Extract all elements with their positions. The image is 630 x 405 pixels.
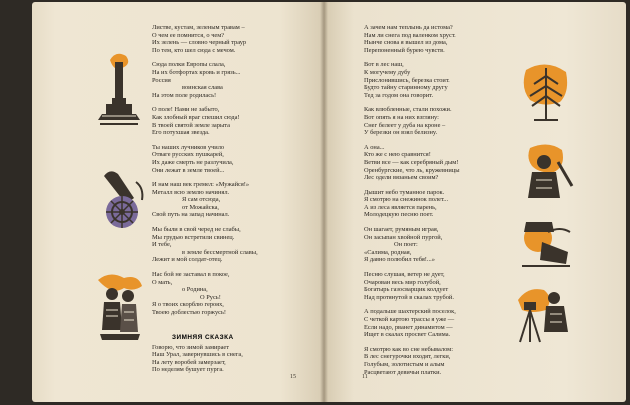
poem-stanza — [364, 24, 460, 54]
poem-line: Свой путь на запад начинал. — [152, 211, 230, 219]
poem-line: Я смотрю на снежинок полет... — [364, 196, 449, 204]
book-gutter — [320, 2, 328, 402]
poem-line: Россия — [152, 76, 171, 84]
poem-line: Богатырь газосварщик колдует — [364, 286, 449, 294]
poem-line: На этом поле родилась! — [152, 91, 217, 99]
poem-line: Я о твоих скорблю героях, — [152, 301, 224, 309]
poem-line: от Можайска, — [182, 203, 220, 211]
left-page-number: 15 — [290, 374, 296, 380]
poem-stanza — [364, 144, 460, 182]
poem-stanza — [364, 61, 460, 99]
poem-line: Дышит небо туманное парок. — [364, 188, 445, 196]
poem-line: И тебе, — [152, 241, 172, 249]
obelisk-monument-illustration — [96, 50, 142, 130]
poem-stanza — [152, 24, 258, 54]
poem-line: «Салима, родная, — [364, 248, 412, 256]
poem-line: Отваге русских пушкарей, — [152, 151, 224, 159]
poem-line: Как злобный враг спешил сюда! — [152, 113, 240, 121]
poem-line: Ты наших лучников учило — [152, 143, 225, 151]
poem-stanza — [364, 271, 460, 301]
poem-line: А зачем нам теплынь да истома? — [364, 24, 453, 31]
poem-line: А она... — [364, 143, 385, 151]
book-spread — [6, 0, 626, 405]
poem-line: Он поет: — [394, 241, 418, 249]
poem-stanza — [152, 106, 258, 136]
right-poem-column — [364, 24, 460, 383]
right-page — [324, 2, 626, 402]
soldiers-illustration — [94, 270, 146, 342]
poem-stanza — [364, 106, 460, 136]
poem-line: На лету воробей замерзает, — [152, 358, 226, 366]
poem-line: Нынче снова я вышел из дома, — [364, 39, 448, 47]
poem-line: О поле! Нами не забыто, — [152, 106, 220, 114]
poem-stanza — [152, 144, 258, 174]
poem-line: В лес снегурочки входят, легки, — [364, 353, 451, 361]
poem-line: о Родина, — [182, 286, 208, 294]
left-page — [32, 2, 324, 402]
left-poem-column — [152, 24, 258, 381]
poem-line: На их ботфортах кровь и грязь... — [152, 68, 241, 76]
poem-line: По тем, кто шел сюда с мечом. — [152, 46, 236, 54]
poem-line: Твоею доблестью горжусь! — [152, 309, 227, 316]
poem-line: По неделям бушует пурга. — [152, 366, 224, 374]
poem-line: У березки он взял белизну. — [364, 129, 438, 137]
poem-line: Говорю, что зимой замирает — [152, 343, 230, 351]
poem-line: И нам наш век гремел: «Мужайся!» — [152, 181, 250, 189]
poem-line: Они лежат в земле твоей... — [152, 166, 225, 174]
poem-line: Лес одели вязаньем своим? — [364, 174, 439, 182]
poem-stanza — [364, 346, 460, 376]
poem-line: воинская слава — [182, 84, 223, 92]
poem-line: Я смотрю как во сне небывалом: — [364, 345, 454, 353]
poem-stanza — [364, 308, 460, 338]
poem-line: Молодецкую песню поет. — [364, 211, 434, 219]
section-stanza — [152, 344, 258, 374]
poem-line: Песню слушая, ветер не дует, — [364, 271, 445, 279]
poem-stanza — [152, 226, 258, 264]
poem-line: В твоей святой земле зарыта — [152, 121, 230, 129]
pine-tree-illustration — [520, 62, 572, 124]
poem-line: О Русь! — [200, 293, 221, 301]
poem-line: Их зелень — словно черный траур — [152, 39, 247, 47]
poem-line: Тед за годом она говорит. — [364, 91, 434, 99]
poem-line: Вот опять я на них взгляну: — [364, 113, 439, 121]
poem-line: А подальше шахтерский поселок, — [364, 308, 456, 316]
poem-line: Прислонившись, березка стоит. — [364, 76, 450, 84]
poem-line: Его потухшая звезда. — [152, 129, 210, 137]
poem-line: О мать, — [152, 278, 173, 286]
poem-stanza — [152, 181, 258, 219]
poem-line: Листве, кустам, зеленым травам – — [152, 24, 245, 31]
poem-line: Мы грудью встретили свинец. — [152, 233, 235, 241]
poem-line: Как влюбленные, стали похожи. — [364, 106, 452, 114]
right-page-number: 11 — [362, 374, 368, 380]
poem-line: Он шагает, румяным играя, — [364, 226, 439, 234]
worker-with-tools-illustration — [520, 142, 576, 202]
poem-line: Будто тайну старинному другу — [364, 84, 448, 92]
poem-line: Вот в лес наш, — [364, 61, 404, 69]
cannon-illustration — [98, 162, 148, 232]
poem-line: Я сам отсюда, — [182, 196, 221, 204]
poem-line: Металл всю землю начинял. — [152, 188, 230, 196]
poem-line: Он засыпан хвойной пургой, — [364, 233, 443, 241]
poem-line: Лежит и мой солдат-отец. — [152, 256, 223, 264]
poem-line: О чем ее помнится, о чем? — [152, 31, 225, 39]
poem-line: Мы были в свой черед не слабы, — [152, 226, 241, 234]
poem-line: Если надо, рванет динамитом — — [364, 323, 453, 331]
poem-stanza — [152, 61, 258, 99]
poem-stanza — [364, 226, 460, 264]
poem-line: Перепоненный бурею чувств. — [364, 46, 445, 54]
poem-line: Над протянутой в скалах трубой. — [364, 293, 454, 301]
poem-line: Наш Урал, завернувшись в снега, — [152, 351, 243, 359]
welder-illustration — [518, 212, 574, 270]
section-title: ЗИМНЯЯ СКАЗКА — [172, 334, 234, 341]
poem-line: Кто же с нею сравнится! — [364, 151, 431, 159]
poem-line: Снег белеет у дуба на кроне – — [364, 121, 446, 129]
poem-line: Нас бой не заставал в покое, — [152, 271, 230, 279]
surveyor-illustration — [514, 280, 576, 346]
poem-stanza — [364, 189, 460, 219]
poem-line: Сюда полки Европы слала, — [152, 61, 226, 69]
poem-stanza — [152, 271, 258, 317]
poem-line: Оренбургские, что ль, кружевницы — [364, 166, 460, 174]
poem-line: К могучему дубу — [364, 68, 411, 76]
poem-line: Расцветают девичьи платки. — [364, 368, 442, 376]
poem-line: Голубым, золотистым и алым — [364, 360, 445, 368]
poem-line: С четкой картою трассы я уже — — [364, 316, 455, 323]
poem-line: А из леса является парень, — [364, 203, 437, 211]
poem-line: Их даже смерть не разлучила, — [152, 158, 234, 166]
poem-line: Ищет в скалах просвет Салима. — [364, 331, 451, 339]
poem-line: Нам ли снега под валенком хруст. — [364, 31, 456, 39]
poem-line: Ветви все — как серебряный дым! — [364, 158, 459, 166]
poem-line: в земле бессмертной славы, — [182, 248, 258, 256]
poem-line: Очарован весь мир голубой, — [364, 278, 441, 286]
poem-line: Я давно полюбил тебя!...» — [364, 256, 435, 264]
